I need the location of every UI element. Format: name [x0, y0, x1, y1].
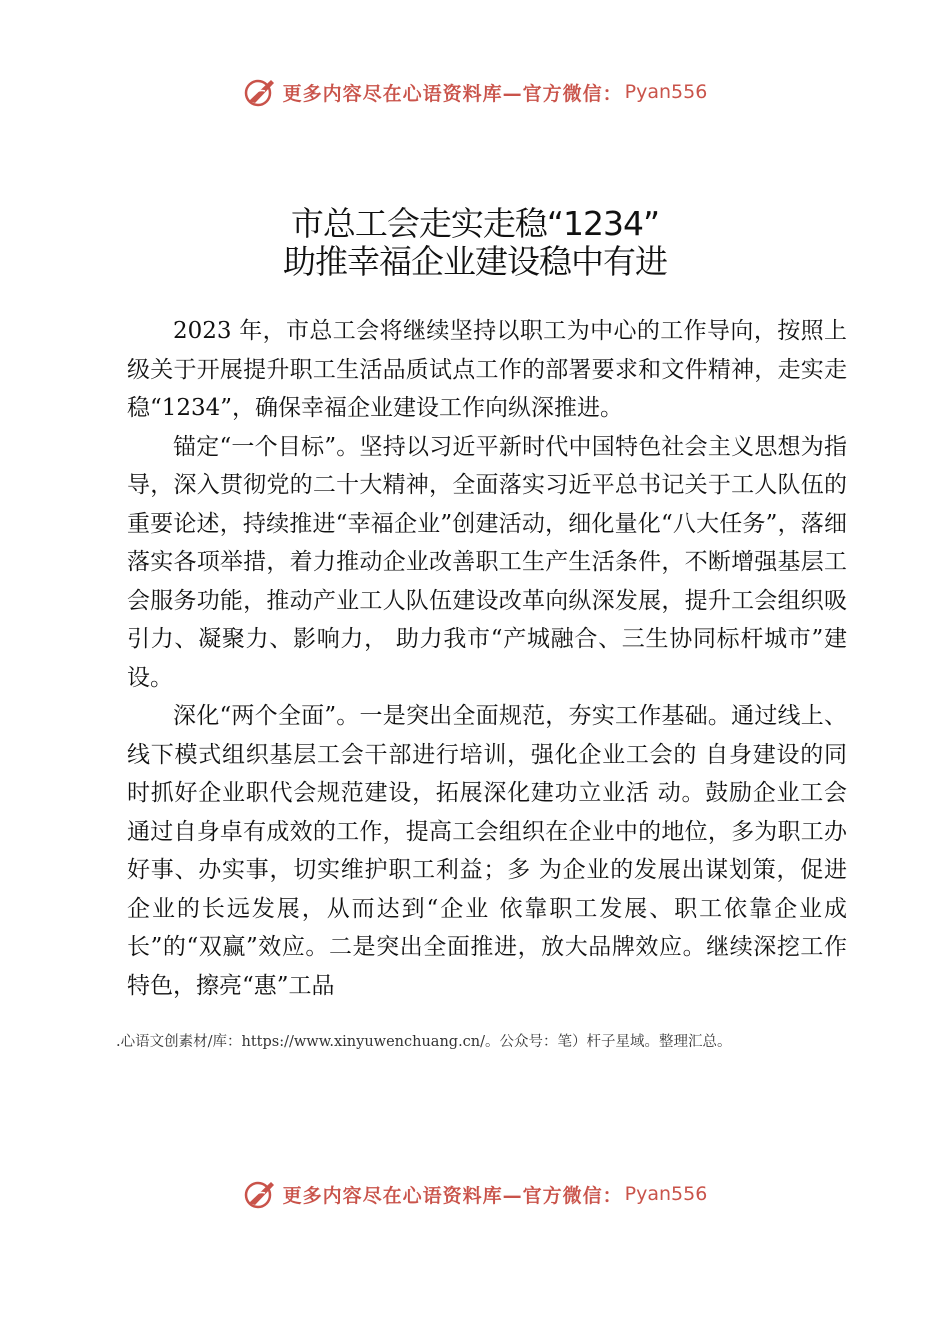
- quill-pen-icon: [243, 75, 277, 109]
- source-footnote: .心语文创素材/库：https://www.xinyuwenchuang.cn/。公众号：笔）杆子星域。整理汇总。: [116, 1034, 732, 1050]
- wechat-id: Pyan556: [624, 81, 708, 103]
- header-banner: [0, 72, 950, 112]
- title-line-2: 助推幸福企业建设稳中有进: [283, 242, 667, 281]
- title-line-1: 市总工会走实走稳“1234”: [290, 204, 660, 243]
- paragraph-two-comprehensive: 深化“两个全面”。一是突出全面规范，夯实工作基础。通过线上、线下模式组织基层工会干部进行培训，强化企业工会的 自身建设的同时抓好企业职代会规范建设，拓展深化建功立业活 动。鼓励企业工会通过自身卓有成效的工作，提高工会组织在企业中的地位，多为职工办好事、办实事，切实维护职工利益；多 为企业的发展出谋划策，促进企业的长远发展，从而达到“企业 依靠职工发展、职工依靠企业成长”的“双赢”效应。二是突出全面推进，放大品牌效应。继续深挖工作特色，擦亮“惠”工品: [127, 703, 847, 999]
- paragraph-intro: 2023 年，市总工会将继续坚持以职工为中心的工作导向，按照上级关于开展提升职工生活品质试点工作的部署要求和文件精神，走实走稳“1234”，确保幸福企业建设工作向纵深推进。: [127, 318, 847, 421]
- page-title: [0, 205, 950, 281]
- article-body: [127, 312, 847, 1005]
- quill-pen-icon: [243, 1177, 277, 1211]
- paragraph-one-goal: 锚定“一个目标”。坚持以习近平新时代中国特色社会主义思想为指导，深入贯彻党的二十大精神，全面落实习近平总书记关于工人队伍的重要论述，持续推进“幸福企业”创建活动，细化量化“八大任务”，落细落实各项举措，着力推动企业改善职工生产生活条件，不断增强基层工会服务功能，推动产业工人队伍建设改革向纵深发展，提升工会组织吸引力、凝聚力、影响力， 助力我市“产城融合、三生协同标杆城市”建设。: [127, 433, 847, 691]
- banner-text: 更多内容尽在心语资料库—官方微信：: [282, 82, 623, 105]
- wechat-id: Pyan556: [624, 1183, 708, 1205]
- footer-banner: [0, 1174, 950, 1214]
- banner-text: 更多内容尽在心语资料库—官方微信：: [282, 1184, 623, 1207]
